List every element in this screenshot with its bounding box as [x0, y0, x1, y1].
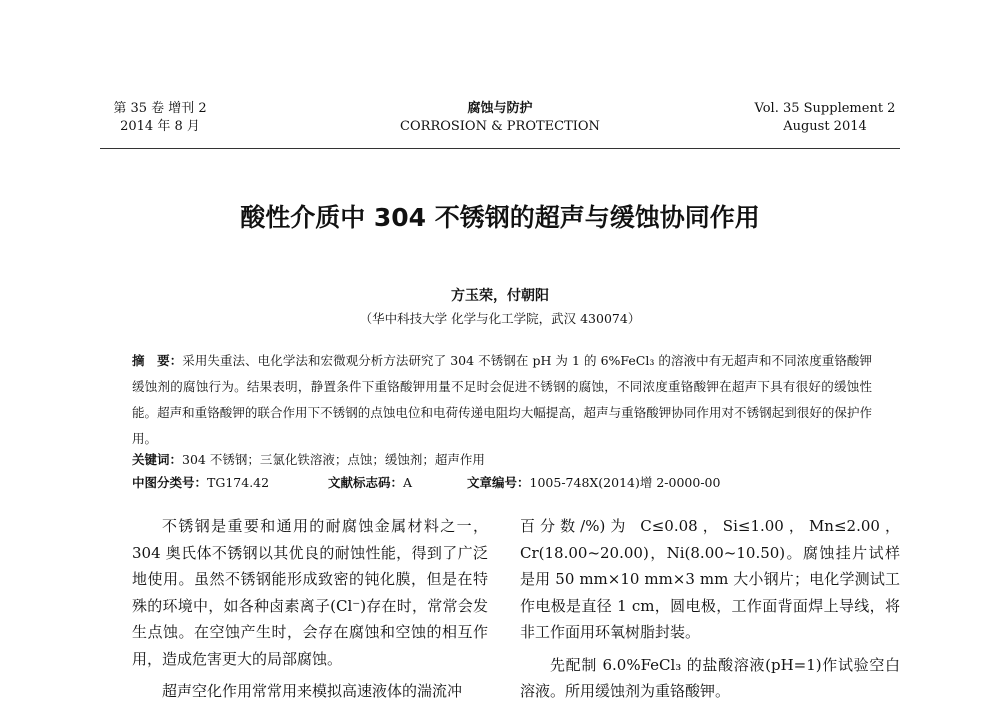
paragraph: 超声空化作用常常用来模拟高速液体的湍流冲 — [162, 682, 463, 700]
paragraph: 不锈钢是重要和通用的耐腐蚀金属材料之一，304 奥氏体不锈钢以其优良的耐蚀性能，得到了广泛地使用。虽然不锈钢能形成致密的钝化膜，但是在特殊的环境中，如各种卤素离子(Cl⁻)存在时，常常会发生点蚀。在空蚀产生时，会存在腐蚀和空蚀的相互作用，造成危害更大的局部腐蚀。 — [132, 517, 488, 668]
article-no-label: 文章编号： — [467, 475, 530, 490]
doc-code-label: 文献标志码： — [328, 475, 404, 490]
body-left-column — [132, 513, 488, 705]
abstract — [132, 348, 872, 452]
journal-name — [380, 100, 620, 136]
issue-date-en: August 2014 — [783, 119, 867, 134]
journal-volume-info-en — [740, 100, 910, 136]
journal-volume-info — [100, 100, 220, 136]
affiliation: （华中科技大学 化学与化工学院，武汉 430074） — [359, 311, 641, 326]
volume-issue: 第 35 卷 增刊 2 — [113, 101, 207, 116]
classification — [132, 473, 872, 491]
volume-supplement: Vol. 35 Supplement 2 — [754, 101, 896, 116]
issue-date: 2014 年 8 月 — [120, 119, 200, 134]
abstract-text: 采用失重法、电化学法和宏微观分析方法研究了 304 不锈钢在 pH 为 1 的 6%FeCl₃ 的溶液中有无超声和不同浓度重铬酸钾缓蚀剂的腐蚀行为。结果表明，静置条件下重铬酸钾用量不足时会促进不锈钢的腐蚀，不同浓度重铬酸钾在超声下具有很好的缓蚀性能。超声和重铬酸钾的联合作用下不锈钢的点蚀电位和电荷传递电阻均大幅提高，超声与重铬酸钾协同作用对不锈钢起到很好的保护作用。 — [132, 353, 872, 446]
journal-name-cn: 腐蚀与防护 — [467, 101, 533, 116]
authors: 方玉荣，付朝阳 — [451, 288, 549, 304]
header-rule — [100, 148, 900, 149]
keywords-label: 关键词： — [132, 452, 183, 467]
clc-value: TG174.42 — [207, 475, 270, 490]
paragraph: 百分数/%)为 C≤0.08，Si≤1.00，Mn≤2.00，Cr(18.00~20.00)，Ni(8.00~10.50)。腐蚀挂片试样是用 50 mm×10 mm×3 mm 大小钢片；电化学测试工作电极是直径 1 cm，圆电极，工作面背面焊上导线，将非工作面用环氧树脂封装。 — [520, 517, 900, 641]
paper-title: 酸性介质中 304 不锈钢的超声与缓蚀协同作用 — [240, 203, 760, 232]
journal-name-en: CORROSION & PROTECTION — [400, 119, 600, 134]
article-no: 1005-748X(2014)增 2-0000-00 — [529, 475, 721, 490]
paragraph: 先配制 6.0%FeCl₃ 的盐酸溶液(pH=1)作试验空白溶液。所用缓蚀剂为重铬酸钾。 — [520, 655, 900, 700]
clc-label: 中图分类号： — [132, 475, 208, 490]
keywords — [132, 450, 485, 468]
doc-code: A — [403, 475, 413, 490]
body-right-column — [520, 513, 900, 705]
abstract-label: 摘 要： — [132, 353, 183, 368]
keywords-text: 304 不锈钢；三氯化铁溶液；点蚀；缓蚀剂；超声作用 — [182, 452, 485, 467]
